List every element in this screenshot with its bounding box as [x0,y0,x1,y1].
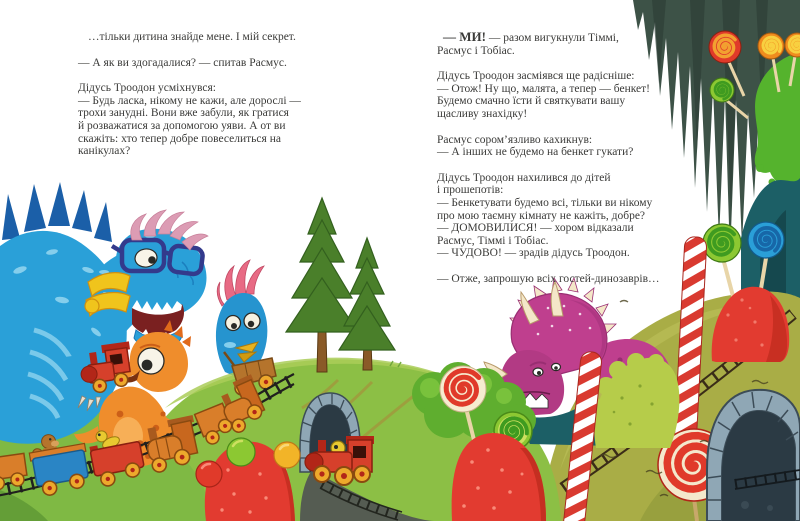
text-line: і прошепотів: [437,184,504,197]
lollipop-redwhite-center [440,366,486,412]
text-line: про мою таємну кімнату не кажіть, добре? [437,209,646,222]
ball-lollipop-red [196,461,222,487]
text-line: Расмус сором’язливо кахикнув: [437,133,593,146]
lollipop-blue-right [748,222,784,258]
text-line: — Бенкетувати будемо всі, тільки ви нікому [437,196,653,209]
text-line: канікулах? [78,145,131,158]
text-line: Будемо смачно їсти й святкувати вашу [437,95,626,108]
text-line [437,31,727,45]
paragraph [78,82,408,158]
text-line: трохи занудні. Вони вже забули, як гратися [78,107,289,120]
paragraph [437,134,727,159]
paragraph [78,57,408,70]
left-page-text [78,31,408,171]
paragraph [437,70,727,120]
text-line: щасливу знахідку! [437,107,528,120]
ball-lollipop-yellow [274,442,300,468]
text-line-rest: — разом вигукнули Тіммі, [485,32,619,44]
text-line: …тільки дитина знайде мене. І мій секрет. [88,31,296,43]
lollipop-orange-cave-1 [758,33,784,59]
text-line: — ДОМОВИЛИСЯ! — хором відказали [437,222,634,235]
paragraph [437,31,727,57]
tunnel-right [707,390,800,521]
text-line: Дідусь Троодон нахилився до дітей [437,171,611,184]
text-line: Расмус і Тобіас. [437,44,515,57]
pine-trees-large [286,198,395,372]
text-line: Дідусь Троодон засміявся ще радісніше: [437,70,635,83]
text-line: Дідусь Троодон усміхнувся: [78,82,216,95]
right-page-text [437,31,727,299]
text-line: — ЧУДОВО! — зрадів дідусь Троодон. [437,247,630,260]
paragraph [437,172,727,260]
ball-lollipop-green [227,438,255,466]
text-line: — Будь ласка, нікому не кажи, але дорослі — [78,94,301,107]
paragraph [78,31,408,44]
text-line: — Отож! Ну що, малята, а тепер — бенкет! [437,82,650,95]
paragraph [437,273,727,286]
text-line: — А як ви здогадалися? — спитав Расмус. [78,56,287,69]
text-line: й розважатися за допомогою уяви. А от ви [78,119,286,132]
text-line: — Отже, запрошую всіх гостей-динозаврів… [437,272,660,285]
text-line: скажіть: хто тепер добре повеселиться на [78,132,281,145]
text-line: — А інших не будемо на бенкет гукати? [437,146,634,159]
exclaim-bold: — МИ! [443,29,486,44]
text-line: Расмус, Тіммі і Тобіас. [437,234,549,247]
